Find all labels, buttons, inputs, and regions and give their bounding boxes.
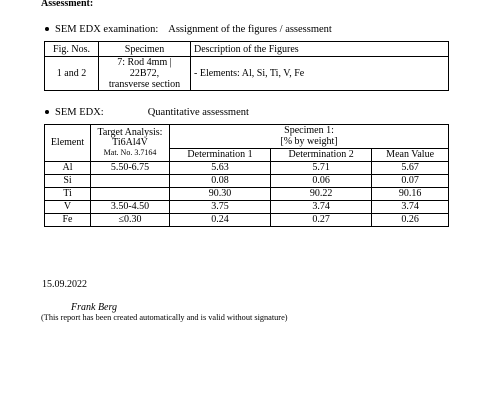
header-specimen xyxy=(170,125,449,149)
figures-assignment-table xyxy=(44,41,449,91)
cell-element: V xyxy=(45,201,91,214)
cell-element: Ti xyxy=(45,188,91,201)
cell-fig: 1 and 2 xyxy=(45,57,99,91)
assessment-heading: Assessment: xyxy=(41,0,94,9)
cell-mean-value: 0.26 xyxy=(372,214,449,227)
cell-target xyxy=(91,175,170,188)
cell-element: Al xyxy=(45,162,91,175)
table-header-row xyxy=(45,125,449,149)
cell-determination-1: 0.08 xyxy=(170,175,271,188)
quantitative-table xyxy=(44,124,449,227)
bullet-sem-edx xyxy=(45,107,249,118)
table-row xyxy=(45,214,449,227)
header-mean-value: Mean Value xyxy=(372,148,449,161)
table-header-row xyxy=(45,42,449,57)
validity-note: (This report has been created automatically and is valid without signature) xyxy=(41,313,288,322)
cell-determination-2: 5.71 xyxy=(271,162,372,175)
bullet-icon xyxy=(45,110,49,114)
specimen-line2: [% by weight] xyxy=(280,136,338,148)
bullet-text: Quantitative assessment xyxy=(147,107,249,118)
cell-mean-value: 0.07 xyxy=(372,175,449,188)
cell-target xyxy=(91,188,170,201)
cell-determination-1: 90.30 xyxy=(170,188,271,201)
bullet-sem-edx-examination xyxy=(45,24,332,35)
signature: Frank Berg xyxy=(71,302,118,313)
header-element: Element xyxy=(45,125,91,162)
cell-description: - Elements: Al, Si, Ti, V, Fe xyxy=(191,57,449,91)
specimen-line1: 7: Rod 4mm | 22B72, xyxy=(117,57,172,79)
cell-element: Fe xyxy=(45,214,91,227)
bullet-label: SEM EDX: xyxy=(55,107,104,118)
cell-determination-2: 0.27 xyxy=(271,214,372,227)
header-determination-1: Determination 1 xyxy=(170,148,271,161)
target-line3: Mat. No. 3.7164 xyxy=(103,148,157,157)
cell-mean-value: 3.74 xyxy=(372,201,449,214)
cell-target: ≤0.30 xyxy=(91,214,170,227)
cell-determination-1: 3.75 xyxy=(170,201,271,214)
cell-target: 3.50-4.50 xyxy=(91,201,170,214)
specimen-line2: transverse section xyxy=(108,79,181,90)
target-line1: Target Analysis: xyxy=(97,127,163,138)
header-fig-nos: Fig. Nos. xyxy=(45,42,99,57)
header-determination-2: Determination 2 xyxy=(271,148,372,161)
report-date: 15.09.2022 xyxy=(42,279,87,290)
cell-mean-value: 5.67 xyxy=(372,162,449,175)
cell-determination-2: 90.22 xyxy=(271,188,372,201)
table-row xyxy=(45,162,449,175)
header-description: Description of the Figures xyxy=(191,42,449,57)
cell-specimen xyxy=(99,57,191,91)
cell-determination-2: 3.74 xyxy=(271,201,372,214)
bullet-icon xyxy=(45,27,49,31)
cell-determination-1: 0.24 xyxy=(170,214,271,227)
target-line2: Ti6Al4V xyxy=(112,137,148,148)
cell-determination-1: 5.63 xyxy=(170,162,271,175)
bullet-text: Assignment of the figures / assessment xyxy=(168,24,332,35)
cell-mean-value: 90.16 xyxy=(372,188,449,201)
table-row xyxy=(45,201,449,214)
table-row xyxy=(45,57,449,91)
cell-determination-2: 0.06 xyxy=(271,175,372,188)
header-specimen: Specimen xyxy=(99,42,191,57)
header-target-analysis xyxy=(91,125,170,162)
cell-target: 5.50-6.75 xyxy=(91,162,170,175)
table-row xyxy=(45,188,449,201)
cell-element: Si xyxy=(45,175,91,188)
table-row xyxy=(45,175,449,188)
specimen-line1: Specimen 1: xyxy=(284,125,334,137)
bullet-label: SEM EDX examination: xyxy=(55,24,159,35)
